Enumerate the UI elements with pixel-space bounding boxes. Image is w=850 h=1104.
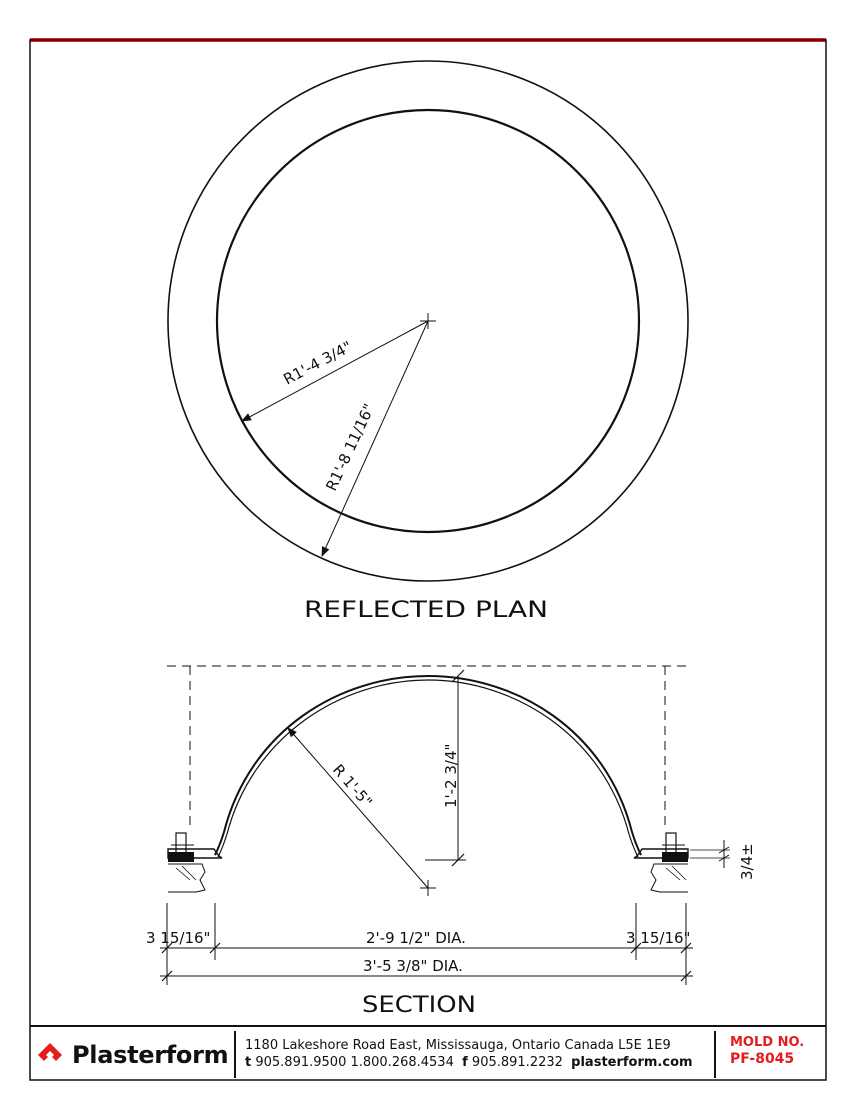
- address-line: 1180 Lakeshore Road East, Mississauga, Ontario Canada L5E 1E9: [245, 1038, 671, 1053]
- dome-inner-profile: [218, 680, 638, 857]
- company-logo: [30, 1031, 236, 1078]
- title-block: [30, 1025, 826, 1082]
- section-title: SECTION: [362, 993, 476, 1018]
- inner-radius-leader: [242, 321, 428, 421]
- height-label: 1'-2 3/4": [442, 743, 460, 808]
- dome-outer-profile: [215, 676, 641, 855]
- flange-thickness-dimension: [690, 840, 730, 868]
- plasterform-logo-icon: [36, 1041, 64, 1069]
- contact-line: [245, 1054, 714, 1071]
- section-radius-leader: [288, 728, 428, 888]
- inner-radius-label: R1'-4 3/4": [280, 337, 355, 389]
- outer-diameter-label: 3'-5 3/8" DIA.: [363, 957, 463, 975]
- mold-label: MOLD NO.: [730, 1035, 805, 1050]
- reflected-plan: [168, 61, 688, 623]
- section-radius-label: R 1'-5": [328, 760, 376, 811]
- fax-number: 905.891.2232: [471, 1055, 563, 1070]
- outer-radius-label: R1'-8 11/16": [322, 400, 379, 494]
- flange-thickness-label: 3/4±: [738, 843, 756, 880]
- inner-diameter-label: 2'-9 1/2" DIA.: [366, 929, 466, 947]
- right-mounting-detail: [634, 833, 688, 892]
- section-view: [146, 666, 756, 1018]
- right-edge-label: 3 15/16": [626, 929, 691, 947]
- brand-name: Plasterform: [72, 1040, 229, 1069]
- left-mounting-detail: [168, 833, 222, 892]
- mold-number-block: [716, 1027, 826, 1082]
- company-address-block: [236, 1031, 716, 1078]
- website-link[interactable]: plasterform.com: [571, 1055, 693, 1070]
- fax-prefix: f: [462, 1055, 468, 1070]
- mold-number: PF-8045: [730, 1051, 795, 1067]
- left-edge-label: 3 15/16": [146, 929, 211, 947]
- phone-prefix: t: [245, 1055, 252, 1070]
- phone-numbers: 905.891.9500 1.800.268.4534: [255, 1055, 454, 1070]
- plan-title: REFLECTED PLAN: [304, 598, 548, 623]
- sheet-border: [30, 40, 826, 1080]
